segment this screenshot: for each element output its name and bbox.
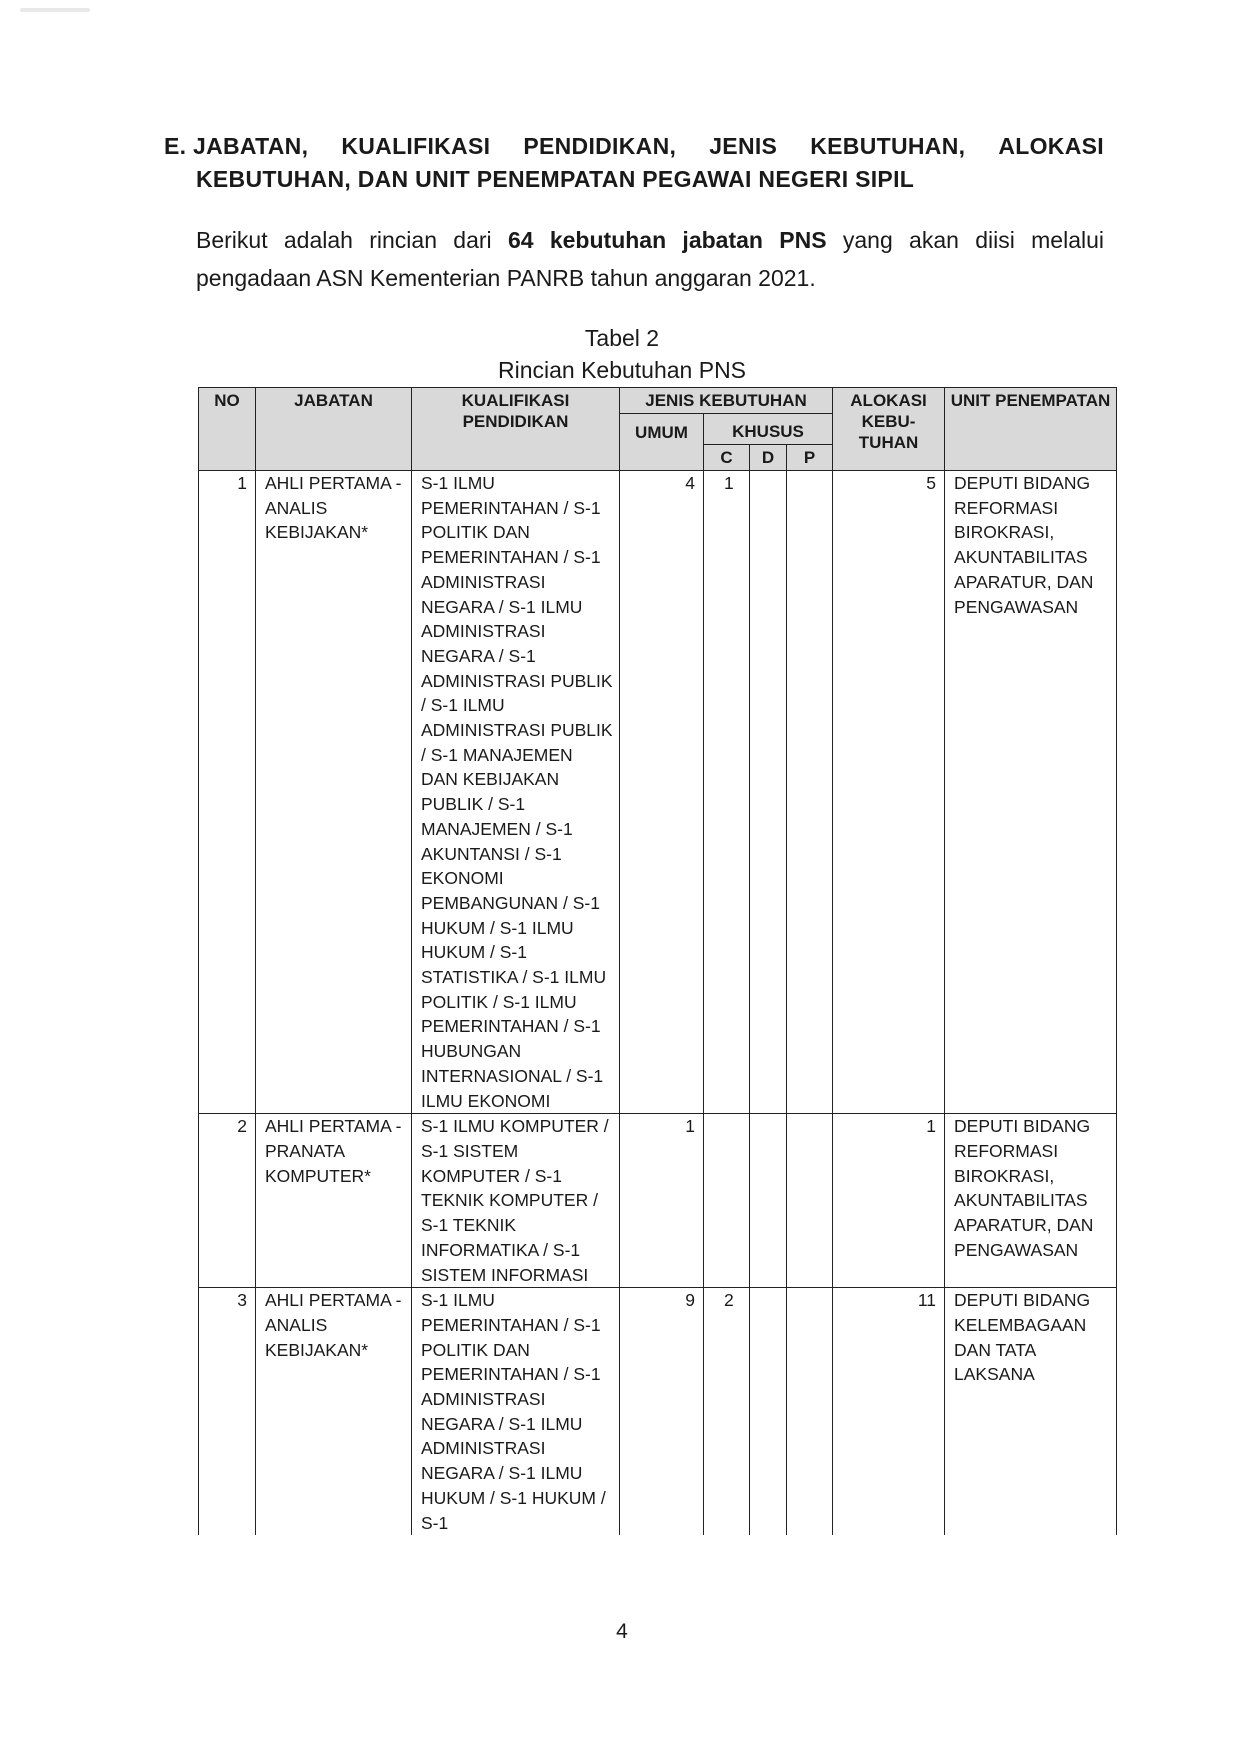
- cell-jabatan: AHLI PERTAMA - ANALIS KEBIJAKAN*: [256, 471, 412, 1114]
- intro-text-before: Berikut adalah rincian dari: [196, 227, 508, 253]
- cell-kualifikasi: S-1 ILMU KOMPUTER / S-1 SISTEM KOMPUTER / S-1 TEKNIK KOMPUTER / S-1 TEKNIK INFORMATIKA / S-1 SISTEM INFORMASI: [412, 1114, 620, 1288]
- cell-kualifikasi: S-1 ILMU PEMERINTAHAN / S-1 POLITIK DAN PEMERINTAHAN / S-1 ADMINISTRASI NEGARA / S-1 ILMU ADMINISTRASI NEGARA / S-1 ILMU HUKUM / S-1 HUKUM / S-1: [412, 1288, 620, 1536]
- cell-p: [787, 1288, 833, 1536]
- cell-p: [787, 471, 833, 1114]
- header-no: NO: [199, 388, 256, 471]
- cell-alokasi: 11: [833, 1288, 945, 1536]
- header-jabatan: JABATAN: [256, 388, 412, 471]
- intro-text-bold: 64 kebutuhan jabatan PNS: [507, 227, 827, 253]
- cell-d: [750, 1288, 787, 1536]
- heading-word: PENDIDIKAN,: [523, 133, 677, 159]
- heading-word: E. JABATAN,: [164, 133, 309, 159]
- cell-jabatan: AHLI PERTAMA - PRANATA KOMPUTER*: [256, 1114, 412, 1288]
- heading-word: KUALIFIKASI: [341, 133, 491, 159]
- header-p: P: [787, 445, 833, 471]
- cell-no: 2: [199, 1114, 256, 1288]
- cell-umum: 1: [620, 1114, 704, 1288]
- cell-p: [787, 1114, 833, 1288]
- cell-c: [704, 1114, 750, 1288]
- header-khusus: KHUSUS: [704, 414, 833, 445]
- cell-unit: DEPUTI BIDANG KELEMBAGAAN DAN TATA LAKSANA: [945, 1288, 1117, 1536]
- table-row: [199, 1288, 1117, 1536]
- section-heading-line2: KEBUTUHAN, DAN UNIT PENEMPATAN PEGAWAI NEGERI SIPIL: [196, 166, 915, 192]
- cell-unit: DEPUTI BIDANG REFORMASI BIROKRASI, AKUNTABILITAS APARATUR, DAN PENGAWASAN: [945, 1114, 1117, 1288]
- header-umum: UMUM: [620, 414, 704, 471]
- cell-alokasi: 1: [833, 1114, 945, 1288]
- intro-text-after: yang akan diisi melalui pengadaan ASN Kementerian PANRB tahun anggaran 2021.: [196, 227, 1104, 291]
- cell-c: 1: [704, 471, 750, 1114]
- cell-kualifikasi: S-1 ILMU PEMERINTAHAN / S-1 POLITIK DAN PEMERINTAHAN / S-1 ADMINISTRASI NEGARA / S-1 ILMU ADMINISTRASI NEGARA / S-1 ADMINISTRASI PUBLIK / S-1 ILMU ADMINISTRASI PUBLIK / S-1 MANAJEMEN DAN KEBIJAKAN PUBLIK / S-1 MANAJEMEN / S-1 AKUNTANSI / S-1 EKONOMI PEMBANGUNAN / S-1 HUKUM / S-1 ILMU HUKUM / S-1 STATISTIKA / S-1 ILMU POLITIK / S-1 ILMU PEMERINTAHAN / S-1 HUBUNGAN INTERNASIONAL / S-1 ILMU EKONOMI: [412, 471, 620, 1114]
- table-row: [199, 1114, 1117, 1288]
- cell-umum: 9: [620, 1288, 704, 1536]
- section-heading: [164, 130, 1104, 196]
- header-unit: UNIT PENEMPATAN: [945, 388, 1117, 471]
- cell-d: [750, 1114, 787, 1288]
- scan-speck: [20, 8, 90, 12]
- table-caption-subtitle: Rincian Kebutuhan PNS: [497, 357, 747, 383]
- cell-unit: DEPUTI BIDANG REFORMASI BIROKRASI, AKUNTABILITAS APARATUR, DAN PENGAWASAN: [945, 471, 1117, 1114]
- section-heading-line1: [164, 130, 1104, 163]
- heading-word: ALOKASI: [998, 133, 1104, 159]
- header-jenis-kebutuhan: JENIS KEBUTUHAN: [620, 388, 833, 414]
- header-c: C: [704, 445, 750, 471]
- cell-umum: 4: [620, 471, 704, 1114]
- cell-no: 3: [199, 1288, 256, 1536]
- heading-word: KEBUTUHAN,: [810, 133, 966, 159]
- header-d: D: [750, 445, 787, 471]
- cell-c: 2: [704, 1288, 750, 1536]
- table-caption-title: Tabel 2: [584, 325, 660, 351]
- heading-word: JENIS: [709, 133, 778, 159]
- header-alokasi: ALOKASI KEBU- TUHAN: [833, 388, 945, 471]
- table-row: [199, 471, 1117, 1114]
- kebutuhan-pns-table: [198, 387, 1117, 1535]
- cell-alokasi: 5: [833, 471, 945, 1114]
- cell-d: [750, 471, 787, 1114]
- intro-paragraph: [196, 221, 1104, 297]
- header-kualifikasi: KUALIFIKASI PENDIDIKAN: [412, 388, 620, 471]
- page-number: 4: [616, 1620, 628, 1643]
- cell-no: 1: [199, 471, 256, 1114]
- cell-jabatan: AHLI PERTAMA - ANALIS KEBIJAKAN*: [256, 1288, 412, 1536]
